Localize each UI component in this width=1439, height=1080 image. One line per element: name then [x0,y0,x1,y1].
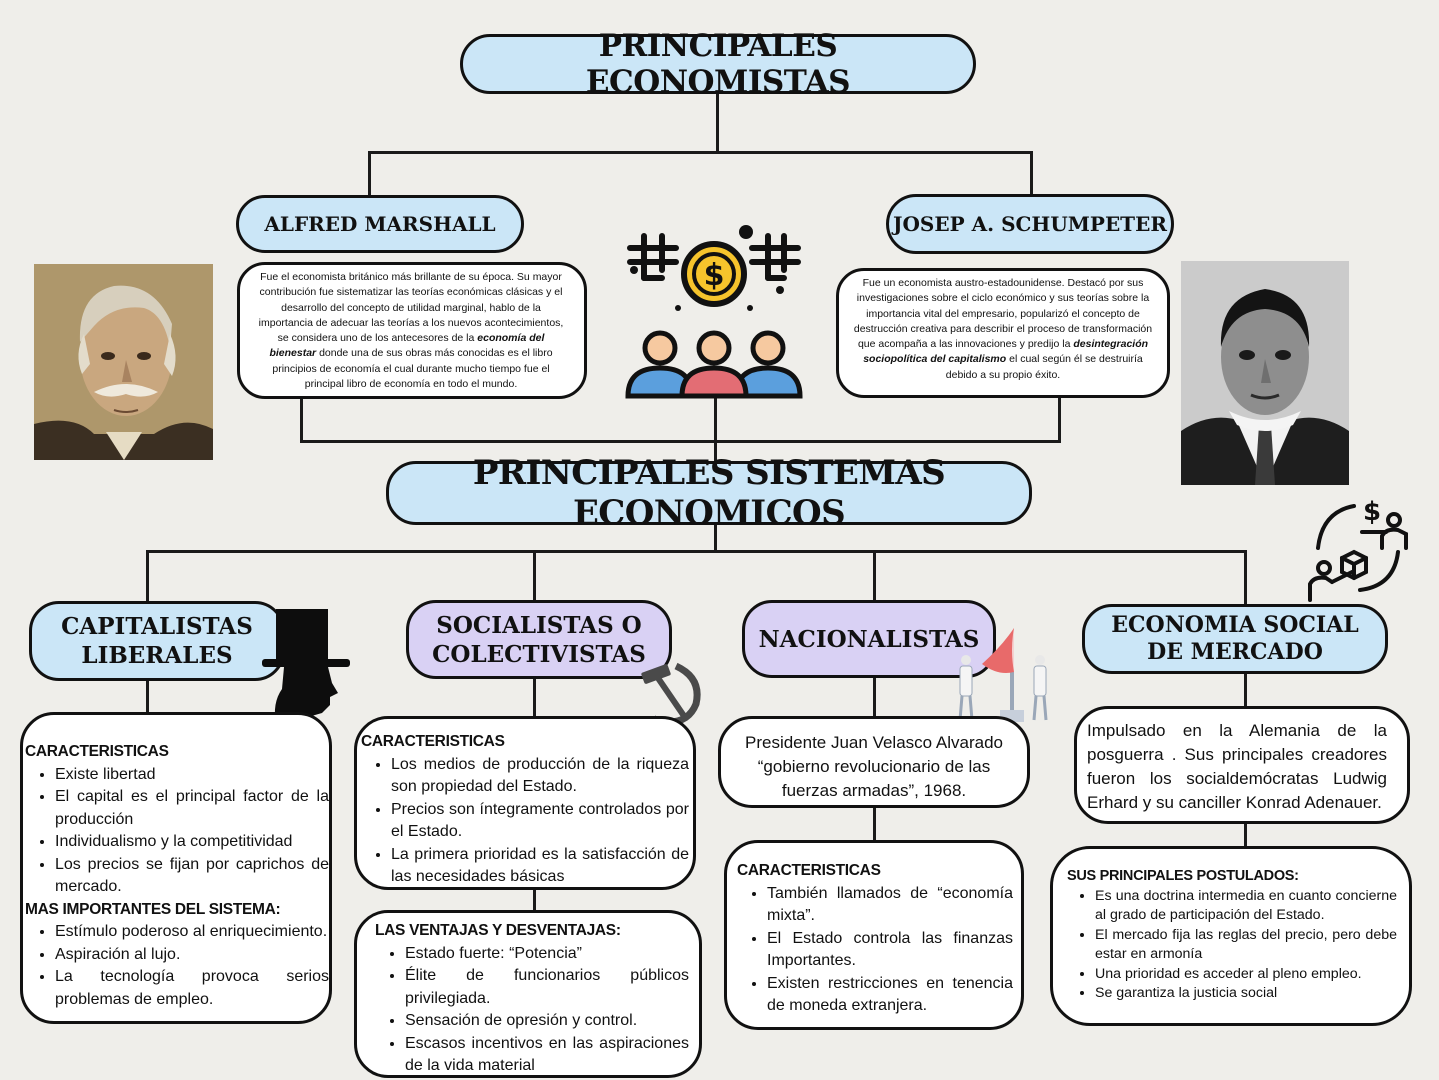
social-mercado-box [1050,846,1412,1026]
schumpeter-bio-text: Fue un economista austro-estadounidense. Destacó por sus investigaciones sobre el ciclo económico y sus teorías sobre la importancia vital del empresario, popularizó el concepto de destrucción creativa para describir el proceso de transformación que acompaña a las innovaciones y predijo la [853,277,1153,351]
list-item: • Una prioridad es acceder al pleno empleo. [1095,965,1397,985]
socialistas-box-2 [354,910,702,1078]
marshall-name: ALFRED MARSHALL [264,212,496,236]
marshall-bio-emphasis: economía del bienestar [269,332,545,360]
list-item: • Precios son íntegramente controlados por el Estado. [391,799,689,844]
nacionalistas-heading-1: CARACTERISTICAS [737,862,881,879]
system-title-capitalistas [29,601,285,681]
schumpeter-bio-text-end: el cual según él se destruiría debido a su propio éxito. [945,353,1143,381]
systems-title-text: PRINCIPALES SISTEMAS ECONOMICOS [472,453,946,533]
list-item: • Escasos incentivos en las aspiraciones de la vida material [405,1033,689,1078]
svg-text:$: $ [1362,497,1382,527]
economist-name-marshall [236,195,524,253]
socialistas-list-2 [375,943,689,1078]
list-item: • El capital es el principal factor de la producción [55,786,329,831]
capitalistas-title: CAPITALISTAS LIBERALES [61,613,253,669]
list-item: • Los medios de producción de la riqueza son propiedad del Estado. [391,754,689,799]
list-item: • Sensación de opresión y control. [405,1010,689,1033]
economist-name-schumpeter [886,194,1174,254]
marshall-bio-text-end: donde una de sus obras más conocidas es el libro principios de economía el cual durante mucho tiempo fue el principal libro de economía en todo el mundo. [272,347,553,391]
system-title-social-mercado [1082,604,1388,674]
list-item: • Los precios se fijan por caprichos de mercado. [55,854,329,899]
marshall-bio-box [237,262,587,399]
main-title-text: PRINCIPALES ECONOMISTAS [585,28,851,100]
money-people-icon [622,218,806,402]
social-mercado-heading-1: SUS PRINCIPALES POSTULADOS: [1067,868,1299,884]
list-item: • Élite de funcionarios públicos privilegiada. [405,965,689,1010]
marshall-bio-text: Fue el economista británico más brillante de su época. Su mayor contribución fue sistematizar las teorías económicas clásicas y el desarrollo del concepto de utilidad marginal, hablo de la importancia de adecuar las teorías a los nuevos acontecimientos, se considera uno de los antecesores de la [258,271,564,345]
social-mercado-intro-box [1074,706,1410,824]
nacionalistas-title: NACIONALISTAS [758,625,980,653]
list-item: • Existen restricciones en tenencia de moneda extranjera. [767,973,1013,1018]
capitalistas-heading-1: CARACTERISTICAS [25,743,169,760]
socialistas-list-1 [361,754,689,889]
capitalistas-heading-2: MAS IMPORTANTES DEL SISTEMA: [25,900,281,918]
list-item: • La tecnología provoca serios problemas de empleo. [55,966,329,1011]
schumpeter-bio-emphasis: desintegración sociopolítica del capitalismo [863,338,1149,366]
list-item: • Estado fuerte: “Potencia” [405,943,689,966]
nacionalistas-box [724,840,1024,1030]
list-item: • Aspiración al lujo. [55,944,329,967]
list-item: • El mercado fija las reglas del precio, pero debe estar en armonía [1095,926,1397,965]
list-item: • También llamados de “economía mixta”. [767,883,1013,928]
capitalistas-list-2 [25,921,329,1011]
flag-ceremony-icon [952,620,1056,726]
schumpeter-portrait [1181,261,1349,485]
nacionalistas-intro-box [718,716,1030,808]
list-item: • Se garantiza la justicia social [1095,984,1397,1004]
money-exchange-icon [1302,492,1414,606]
socialistas-title: SOCIALISTAS O COLECTIVISTAS [432,611,646,668]
list-item: • La primera prioridad es la satisfacción de las necesidades básicas [391,844,689,889]
socialistas-box-1 [354,716,696,890]
capitalistas-list-1 [25,764,329,899]
social-mercado-title: ECONOMIA SOCIAL DE MERCADO [1111,612,1359,665]
capitalistas-box [20,712,332,1024]
nacionalistas-list-1 [737,883,1013,1018]
main-title [460,28,976,100]
socialistas-heading-1: CARACTERISTICAS [361,733,505,750]
svg-text:$: $ [703,258,725,293]
list-item: • Es una doctrina intermedia en cuanto concierne al grado de participación del Estado. [1095,887,1397,926]
list-item: • El Estado controla las finanzas Importantes. [767,928,1013,973]
marshall-portrait [34,264,213,460]
system-title-socialistas [406,600,672,679]
top-hat-silhouette-icon [262,607,356,725]
socialistas-heading-2: LAS VENTAJAS Y DESVENTAJAS: [375,922,621,939]
social-mercado-list-1 [1067,887,1397,1004]
schumpeter-bio-box [836,268,1170,398]
list-item: • Estímulo poderoso al enriquecimiento. [55,921,329,944]
social-mercado-intro: Impulsado en la Alemania de la posguerra . Sus principales creadores fueron los socialdemócratas Ludwig Erhard y su canciller Konrad Adenauer. [1087,721,1387,812]
schumpeter-name: JOSEP A. SCHUMPETER [893,212,1167,236]
systems-title [386,453,1032,533]
list-item: • Existe libertad [55,764,329,787]
list-item: • Individualismo y la competitividad [55,831,329,854]
nacionalistas-intro: Presidente Juan Velasco Alvarado “gobierno revolucionario de las fuerzas armadas”, 1968. [744,733,1003,800]
